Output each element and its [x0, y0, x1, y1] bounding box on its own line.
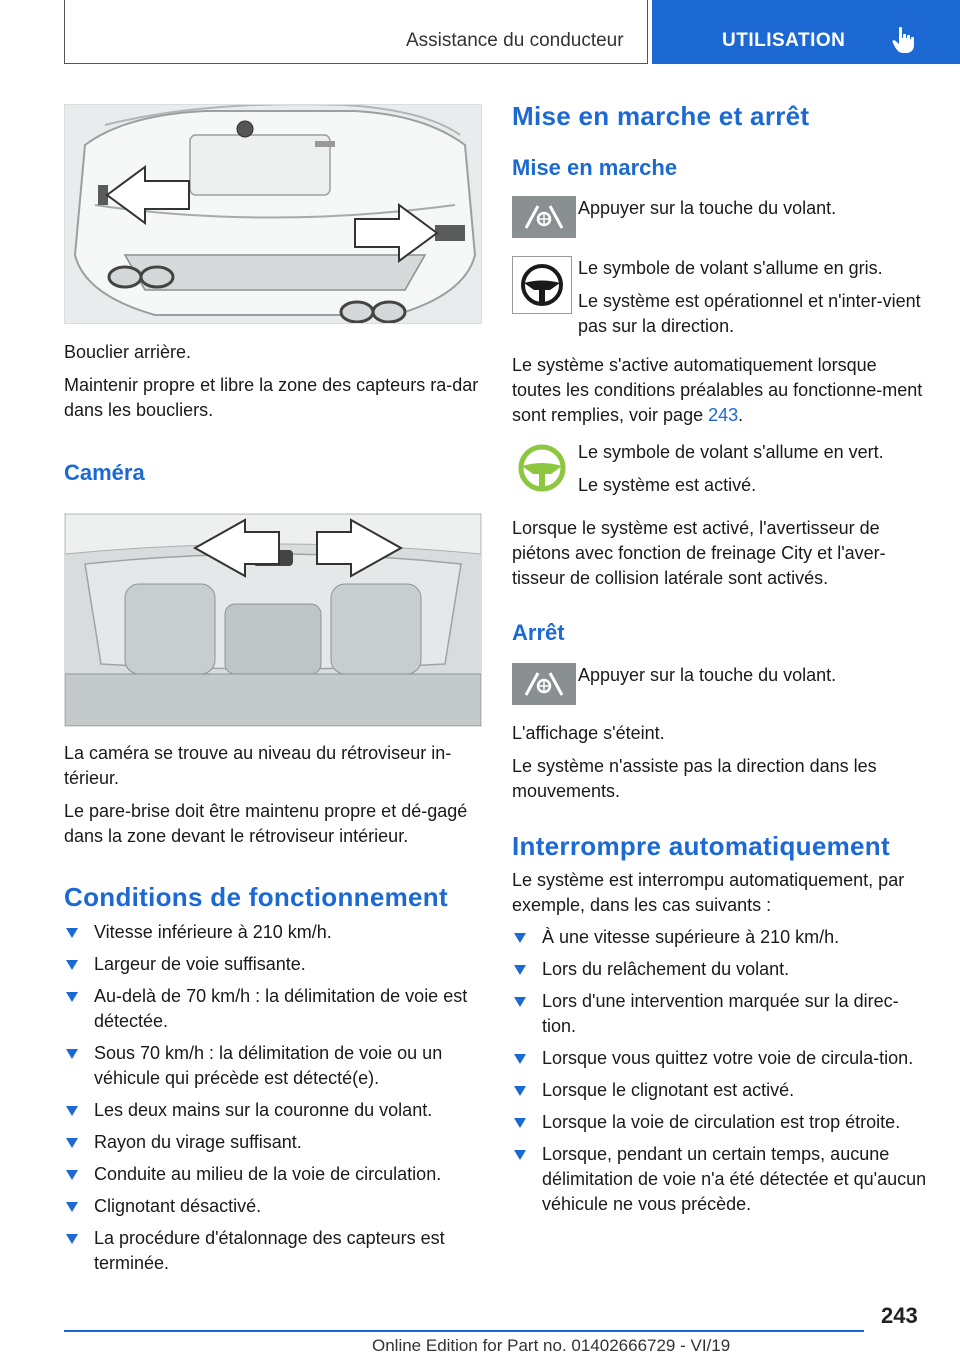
page-number: 243: [881, 1303, 918, 1328]
bullet-triangle-icon: [66, 1138, 78, 1148]
start-button-text: Appuyer sur la touche du volant.: [578, 198, 837, 218]
list-item: Lors d'une intervention marquée sur la direc-tion.: [512, 989, 930, 1039]
list-item: La procédure d'étalonnage des capteurs est terminée.: [64, 1226, 482, 1276]
list-item: Largeur de voie suffisante.: [64, 952, 482, 977]
green-symbol-row: [512, 440, 930, 498]
bullet-triangle-icon: [514, 1054, 526, 1064]
bumper-text: Maintenir propre et libre la zone des capteurs ra-dar dans les boucliers.: [64, 375, 479, 420]
hand-pointer-icon: [892, 26, 918, 54]
grey-symbol-text-1: Le symbole de volant s'allume en gris.: [578, 258, 883, 278]
start-heading: Mise en marche: [512, 155, 678, 180]
green-symbol-text-1: Le symbole de volant s'allume en vert.: [578, 442, 884, 462]
list-item: Les deux mains sur la couronne du volant.: [64, 1098, 482, 1123]
bullet-triangle-icon: [66, 1202, 78, 1212]
header-tab-label: UTILISATION: [722, 30, 846, 51]
left-column: [64, 104, 482, 1276]
list-item: Vitesse inférieure à 210 km/h.: [64, 920, 482, 945]
right-column: [512, 100, 930, 1217]
list-item: À une vitesse supérieure à 210 km/h.: [512, 925, 930, 950]
bullet-triangle-icon: [514, 933, 526, 943]
camera-text-2: Le pare-brise doit être maintenu propre et dé-gagé dans la zone devant le rétroviseur intérieur.: [64, 801, 468, 846]
bullet-triangle-icon: [66, 1170, 78, 1180]
bullet-triangle-icon: [66, 928, 78, 938]
bumper-caption: Bouclier arrière.: [64, 342, 192, 362]
list-item: Lorsque le clignotant est activé.: [512, 1078, 930, 1103]
interrupt-intro: Le système est interrompu automatiquement, par exemple, dans les cas suivants :: [512, 870, 905, 915]
camera-interior-image: [64, 513, 482, 727]
active-text: Lorsque le système est activé, l'avertisseur de piétons avec fonction de freinage City et l'aver-tisseur de collision latérale sont activés.: [512, 518, 886, 588]
list-item: Lors du relâchement du volant.: [512, 957, 930, 982]
stop-heading: Arrêt: [512, 620, 565, 645]
auto-activation-text: Le système s'active automatiquement lorsque toutes les conditions préalables au fonctionne-ment sont remplies, voir page 243.: [512, 355, 923, 425]
interrupt-list: [512, 925, 930, 1217]
rear-bumper-image: [64, 104, 482, 324]
header-section-title: Assistance du conducteur: [406, 30, 624, 51]
camera-heading: Caméra: [64, 460, 145, 485]
grey-symbol-text-2: Le système est opérationnel et n'inter-vient pas sur la direction.: [578, 291, 921, 336]
list-item: Lorsque, pendant un certain temps, aucune délimitation de voie n'a été détectée et qu'aucun véhicule ne vous précède.: [512, 1142, 930, 1217]
steering-wheel-green-icon: [512, 440, 572, 496]
start-button-row: [512, 196, 930, 240]
list-item: Conduite au milieu de la voie de circulation.: [64, 1162, 482, 1187]
stop-button-row: [512, 663, 930, 707]
conditions-list: [64, 920, 482, 1276]
bullet-triangle-icon: [66, 1234, 78, 1244]
footer-divider: [64, 1330, 864, 1332]
conditions-heading: Conditions de fonctionnement: [64, 882, 448, 912]
stop-text-2: Le système n'assiste pas la direction dans les mouvements.: [512, 756, 877, 801]
header-tab-utilisation[interactable]: [652, 0, 960, 64]
stop-button-text: Appuyer sur la touche du volant.: [578, 665, 837, 685]
steering-assist-button-icon: [512, 663, 576, 705]
list-item: Rayon du virage suffisant.: [64, 1130, 482, 1155]
list-item: Lorsque vous quittez votre voie de circula-tion.: [512, 1046, 930, 1071]
bullet-triangle-icon: [514, 1086, 526, 1096]
interrupt-heading: Interrompre automatiquement: [512, 831, 890, 861]
bullet-triangle-icon: [66, 960, 78, 970]
rear-bumper-illustration: [65, 105, 481, 323]
page-link-243[interactable]: 243: [708, 405, 739, 425]
list-item: Clignotant désactivé.: [64, 1194, 482, 1219]
list-item: Au-delà de 70 km/h : la délimitation de voie est détectée.: [64, 984, 482, 1034]
steering-wheel-grey-icon: [512, 256, 572, 314]
bullet-triangle-icon: [514, 1150, 526, 1160]
bullet-triangle-icon: [66, 1106, 78, 1116]
bullet-triangle-icon: [514, 997, 526, 1007]
bullet-triangle-icon: [66, 992, 78, 1002]
camera-text-1: La caméra se trouve au niveau du rétroviseur in-térieur.: [64, 743, 452, 788]
grey-symbol-row: [512, 256, 930, 339]
bullet-triangle-icon: [514, 965, 526, 975]
list-item: Sous 70 km/h : la délimitation de voie ou un véhicule qui précède est détecté(e).: [64, 1041, 482, 1091]
stop-text-1: L'affichage s'éteint.: [512, 723, 665, 743]
bullet-triangle-icon: [514, 1118, 526, 1128]
bullet-triangle-icon: [66, 1049, 78, 1059]
main-heading: Mise en marche et arrêt: [512, 101, 810, 131]
footer-edition: Online Edition for Part no. 01402666729 - VI/19: [372, 1336, 731, 1355]
green-symbol-text-2: Le système est activé.: [578, 475, 757, 495]
steering-assist-button-icon: [512, 196, 576, 238]
list-item: Lorsque la voie de circulation est trop étroite.: [512, 1110, 930, 1135]
camera-interior-illustration: [65, 514, 481, 726]
